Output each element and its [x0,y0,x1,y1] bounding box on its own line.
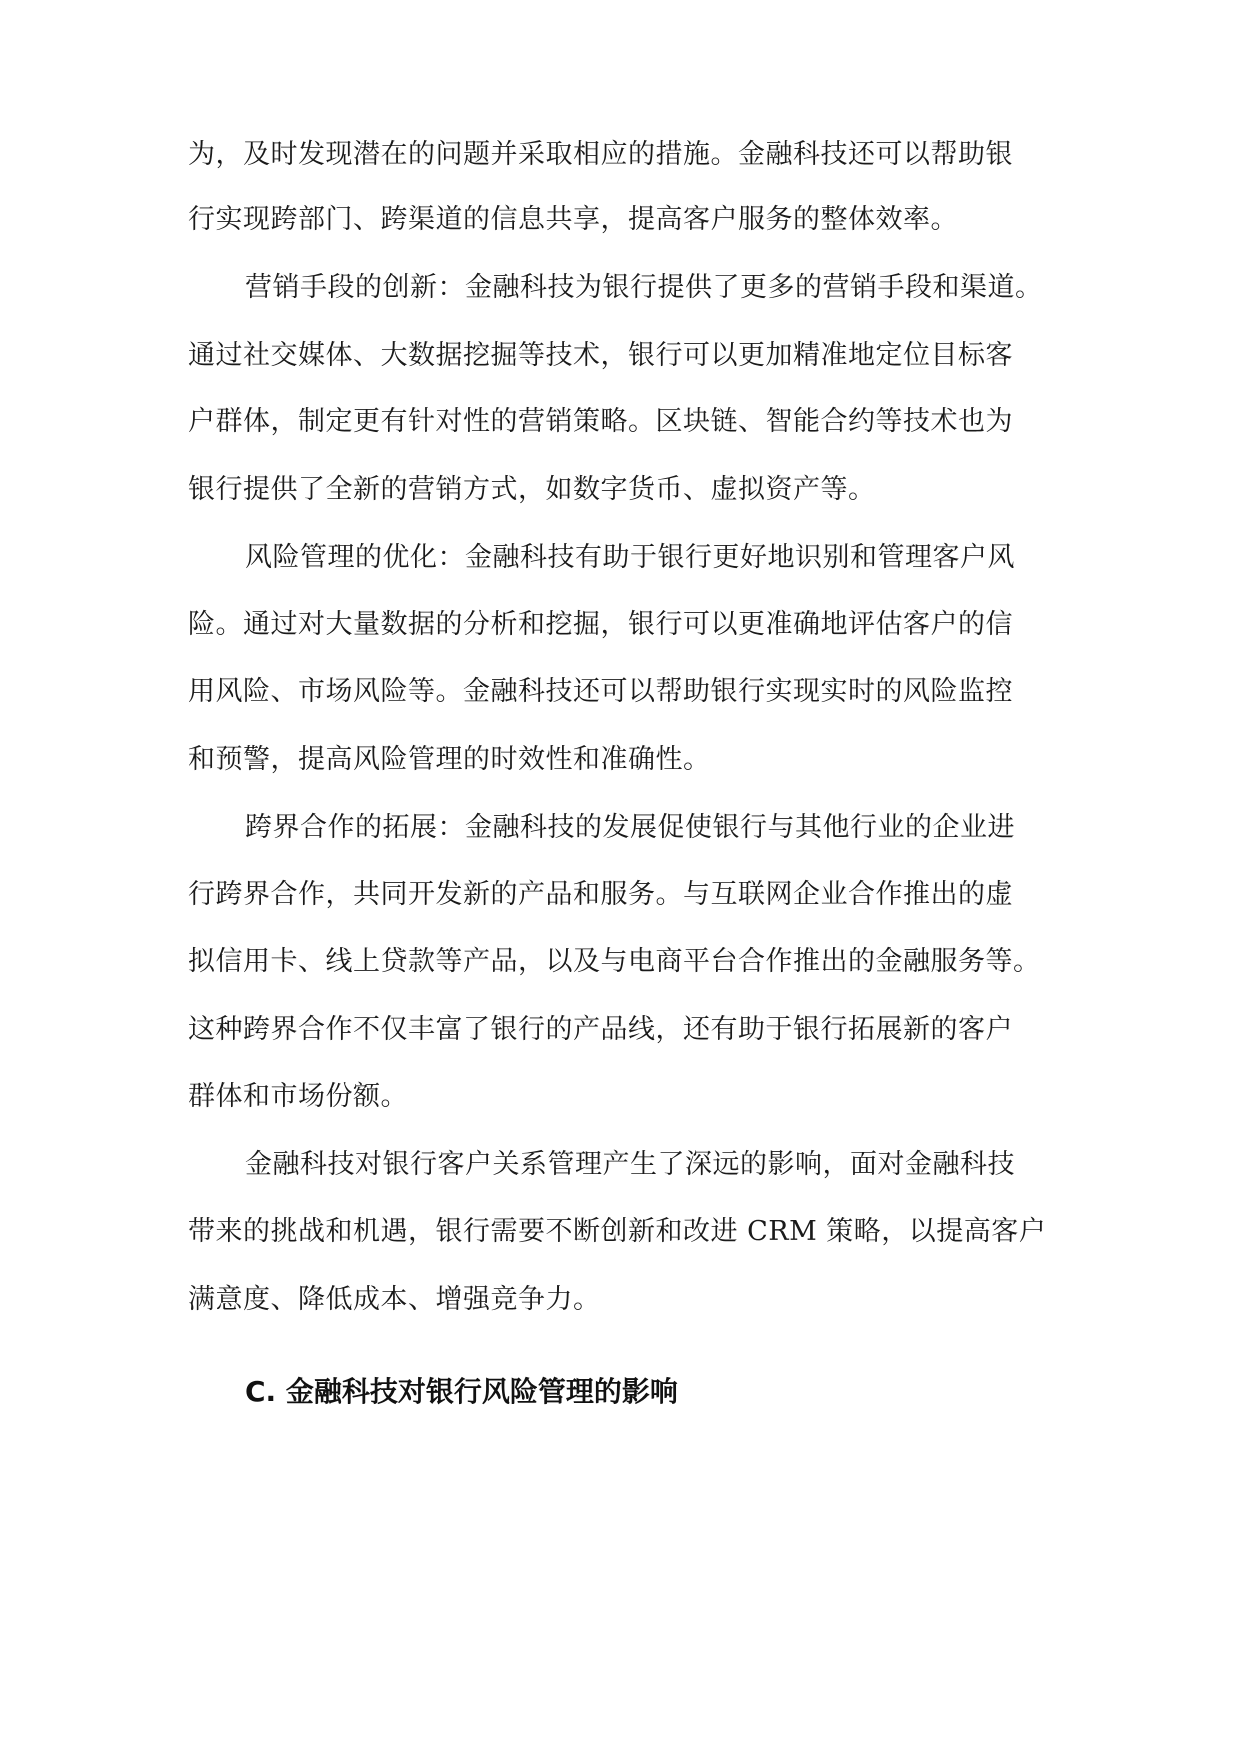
paragraph-2-line-1: 营销手段的创新：金融科技为银行提供了更多的营销手段和渠道。 [245,272,1043,303]
paragraph-4-line-2: 行跨界合作，共同开发新的产品和服务。与互联网企业合作推出的虚 [188,879,1013,910]
paragraph-4-line-1: 跨界合作的拓展：金融科技的发展促使银行与其他行业的企业进 [245,812,1015,843]
paragraph-4-line-4: 这种跨界合作不仅丰富了银行的产品线，还有助于银行拓展新的客户 [188,1014,1013,1045]
paragraph-2-line-2: 通过社交媒体、大数据挖掘等技术，银行可以更加精准地定位目标客 [188,340,1013,371]
paragraph-5-line-3: 满意度、降低成本、增强竞争力。 [188,1284,601,1315]
paragraph-5-line-2: 带来的挑战和机遇，银行需要不断创新和改进 CRM 策略，以提高客户 [188,1216,1047,1247]
paragraph-4-line-5: 群体和市场份额。 [188,1081,408,1112]
paragraph-3-line-1: 风险管理的优化：金融科技有助于银行更好地识别和管理客户风 [245,542,1015,573]
paragraph-5-line-1: 金融科技对银行客户关系管理产生了深远的影响，面对金融科技 [245,1149,1015,1180]
paragraph-3-line-3: 用风险、市场风险等。金融科技还可以帮助银行实现实时的风险监控 [188,676,1013,707]
paragraph-4-line-3: 拟信用卡、线上贷款等产品，以及与电商平台合作推出的金融服务等。 [188,946,1041,977]
paragraph-2-line-3: 户群体，制定更有针对性的营销策略。区块链、智能合约等技术也为 [188,406,1013,437]
paragraph-3-line-4: 和预警，提高风险管理的时效性和准确性。 [188,744,711,775]
section-heading: C. 金融科技对银行风险管理的影响 [245,1375,678,1408]
paragraph-3-line-2: 险。通过对大量数据的分析和挖掘，银行可以更准确地评估客户的信 [188,609,1013,640]
paragraph-2-line-4: 银行提供了全新的营销方式，如数字货币、虚拟资产等。 [188,474,876,505]
paragraph-1-line-2: 行实现跨部门、跨渠道的信息共享，提高客户服务的整体效率。 [188,204,958,235]
paragraph-1-line-1: 为，及时发现潜在的问题并采取相应的措施。金融科技还可以帮助银 [188,139,1013,170]
